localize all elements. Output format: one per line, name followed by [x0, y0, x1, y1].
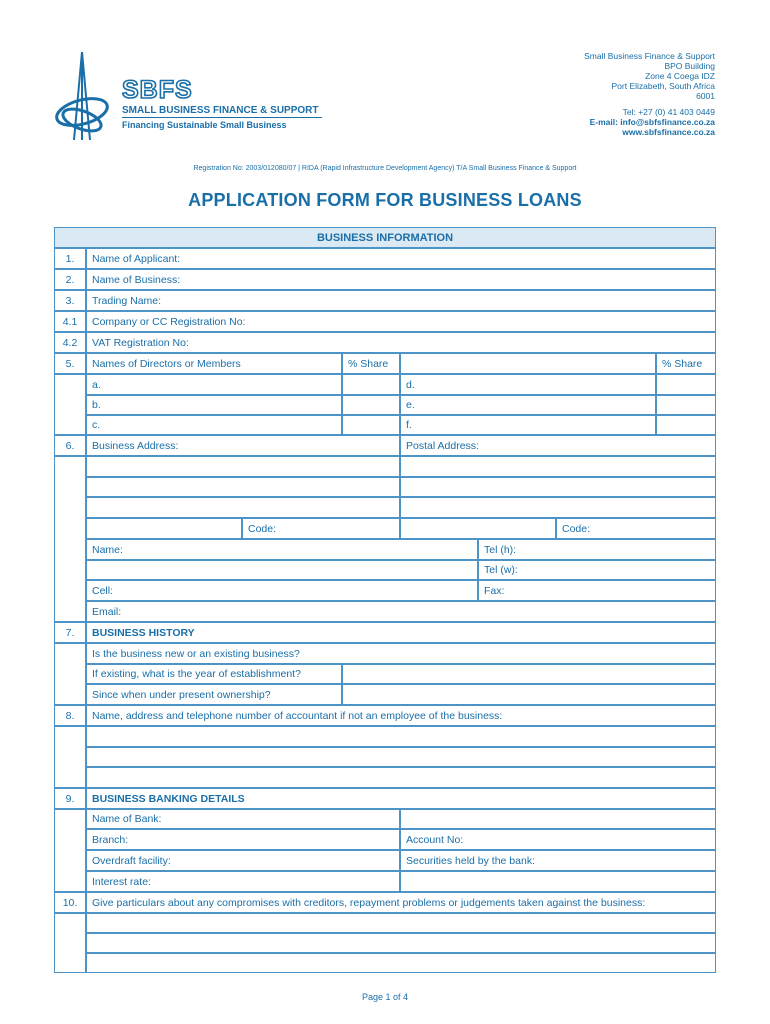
row-number: 7. — [54, 622, 86, 643]
business-code-field[interactable]: Code: — [242, 518, 400, 539]
business-address-line[interactable] — [86, 497, 400, 518]
row-number: 2. — [54, 269, 86, 290]
share-a-field[interactable] — [342, 374, 400, 395]
company-tagline: Financing Sustainable Small Business — [122, 120, 287, 130]
fax-field[interactable]: Fax: — [478, 580, 716, 601]
directors-label: Names of Directors or Members — [86, 353, 342, 374]
row-number-spacer — [54, 726, 86, 788]
branch-field[interactable]: Branch: — [86, 829, 400, 850]
business-address-line[interactable] — [86, 518, 242, 539]
banking-heading: BUSINESS BANKING DETAILS — [86, 788, 716, 809]
director-e-field[interactable]: e. — [400, 395, 656, 415]
compromises-line[interactable] — [86, 913, 716, 933]
vat-no-field[interactable]: VAT Registration No: — [86, 332, 716, 353]
brand-wordmark: SBFS — [122, 76, 193, 104]
logo-divider — [122, 117, 322, 118]
row-number: 4.2 — [54, 332, 86, 353]
contact-name-line[interactable] — [86, 560, 478, 580]
tel-home-field[interactable]: Tel (h): — [478, 539, 716, 560]
share-c-field[interactable] — [342, 415, 400, 435]
new-or-existing-field[interactable]: Is the business new or an existing business? — [86, 643, 716, 664]
bank-name-field[interactable]: Name of Bank: — [86, 809, 400, 829]
row-number: 8. — [54, 705, 86, 726]
accountant-line[interactable] — [86, 747, 716, 767]
address-line: Zone 4 Coega IDZ — [645, 71, 715, 81]
registration-no-field[interactable]: Company or CC Registration No: — [86, 311, 716, 332]
share-b-field[interactable] — [342, 395, 400, 415]
directors-right-header — [400, 353, 656, 374]
interest-rate-extra[interactable] — [400, 871, 716, 892]
row-number: 10. — [54, 892, 86, 913]
registration-line: Registration No: 2003/012080/07 | RIDA (Rapid Infrastructure Development Agency) T/A Small Business Finance & Support — [193, 165, 577, 172]
postal-address-line[interactable] — [400, 477, 716, 497]
director-a-field[interactable]: a. — [86, 374, 342, 395]
postal-code-field[interactable]: Code: — [556, 518, 716, 539]
director-d-field[interactable]: d. — [400, 374, 656, 395]
overdraft-field[interactable]: Overdraft facility: — [86, 850, 400, 871]
contact-tel: Tel: +27 (0) 41 403 0449 — [622, 107, 715, 117]
address-line: Port Elizabeth, South Africa — [611, 81, 715, 91]
tel-work-field[interactable]: Tel (w): — [478, 560, 716, 580]
row-number-spacer — [54, 913, 86, 973]
address-line: BPO Building — [664, 61, 715, 71]
row-number: 1. — [54, 248, 86, 269]
sbfs-logo — [52, 50, 342, 145]
accountant-line[interactable] — [86, 726, 716, 747]
compromises-line[interactable] — [86, 933, 716, 953]
interest-rate-field[interactable]: Interest rate: — [86, 871, 400, 892]
year-established-input[interactable] — [342, 664, 716, 684]
director-b-field[interactable]: b. — [86, 395, 342, 415]
contact-name-field[interactable]: Name: — [86, 539, 478, 560]
share-label: % Share — [342, 353, 400, 374]
row-number: 6. — [54, 435, 86, 456]
compromises-line[interactable] — [86, 953, 716, 973]
contact-address-block — [584, 51, 715, 137]
address-line: Small Business Finance & Support — [584, 51, 715, 61]
row-number: 3. — [54, 290, 86, 311]
row-number: 5. — [54, 353, 86, 374]
postal-address-label: Postal Address: — [400, 435, 716, 456]
postal-address-line[interactable] — [400, 456, 716, 477]
director-c-field[interactable]: c. — [86, 415, 342, 435]
share-f-field[interactable] — [656, 415, 716, 435]
share-d-field[interactable] — [656, 374, 716, 395]
director-f-field[interactable]: f. — [400, 415, 656, 435]
ownership-input[interactable] — [342, 684, 716, 705]
sbfs-emblem-icon — [52, 50, 342, 145]
business-address-label: Business Address: — [86, 435, 400, 456]
year-established-label: If existing, what is the year of establishment? — [86, 664, 342, 684]
page-title: APPLICATION FORM FOR BUSINESS LOANS — [188, 190, 582, 210]
postal-address-line[interactable] — [400, 518, 556, 539]
row-number-spacer — [54, 809, 86, 892]
postal-address-line[interactable] — [400, 497, 716, 518]
cell-field[interactable]: Cell: — [86, 580, 478, 601]
address-line: 6001 — [696, 91, 715, 101]
contact-website: www.sbfsfinance.co.za — [622, 127, 715, 137]
bank-name-extra[interactable] — [400, 809, 716, 829]
accountant-line[interactable] — [86, 767, 716, 788]
business-address-line[interactable] — [86, 456, 400, 477]
business-history-heading: BUSINESS HISTORY — [86, 622, 716, 643]
account-no-field[interactable]: Account No: — [400, 829, 716, 850]
accountant-label: Name, address and telephone number of accountant if not an employee of the business: — [86, 705, 716, 726]
share-e-field[interactable] — [656, 395, 716, 415]
share-label: % Share — [656, 353, 716, 374]
section-header: BUSINESS INFORMATION — [54, 227, 716, 248]
business-information-form — [54, 227, 716, 973]
compromises-label: Give particulars about any compromises with creditors, repayment problems or judgements taken against the business: — [86, 892, 716, 913]
ownership-label: Since when under present ownership? — [86, 684, 342, 705]
row-number: 4.1 — [54, 311, 86, 332]
applicant-name-field[interactable]: Name of Applicant: — [86, 248, 716, 269]
trading-name-field[interactable]: Trading Name: — [86, 290, 716, 311]
business-name-field[interactable]: Name of Business: — [86, 269, 716, 290]
page-number: Page 1 of 4 — [361, 992, 409, 1002]
contact-email: E-mail: info@sbfsfinance.co.za — [589, 117, 715, 127]
row-number-spacer — [54, 643, 86, 705]
company-name: SMALL BUSINESS FINANCE & SUPPORT — [122, 105, 319, 116]
row-number-spacer — [54, 374, 86, 435]
row-number: 9. — [54, 788, 86, 809]
email-field[interactable]: Email: — [86, 601, 716, 622]
row-number-spacer — [54, 456, 86, 622]
business-address-line[interactable] — [86, 477, 400, 497]
securities-field[interactable]: Securities held by the bank: — [400, 850, 716, 871]
